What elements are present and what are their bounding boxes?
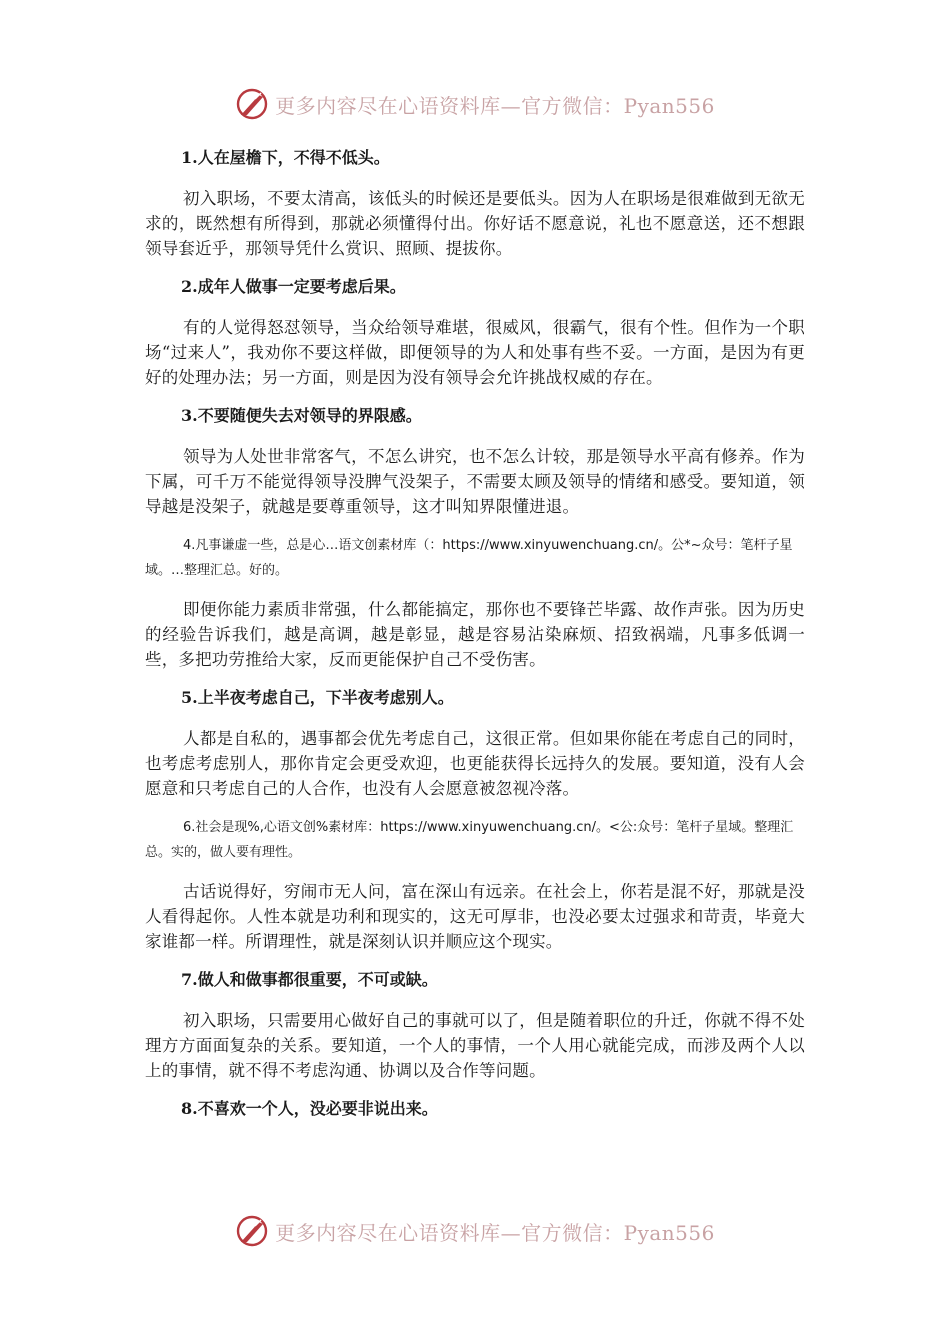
banner-text: 更多内容尽在心语资料库—官方微信：Pyan556 — [275, 93, 715, 118]
section-heading-5: 5.上半夜考虑自己，下半夜考虑别人。 — [181, 688, 454, 707]
paragraph-7: 初入职场，只需要用心做好自己的事就可以了，但是随着职位的升迁，你就不得不处理方方面面复杂的关系。要知道，一个人的事情，一个人用心就能完成，而涉及两个人以上的事情，就不得不考虑沟通、协调以及合作等问题。 — [145, 1011, 805, 1080]
header-banner — [0, 84, 950, 124]
paragraph-3: 领导为人处世非常客气，不怎么讲究，也不怎么计较，那是领导水平高有修养。作为下属，可千万不能觉得领导没脾气没架子，不需要太顾及领导的情绪和感受。要知道，领导越是没架子，就越是要尊重领导，这才叫知界限懂进退。 — [145, 447, 805, 516]
paragraph-5: 人都是自私的，遇事都会优先考虑自己，这很正常。但如果你能在考虑自己的同时，也考虑考虑别人，那你肯定会更受欢迎，也更能获得长远持久的发展。要知道，没有人会愿意和只考虑自己的人合作，也没有人会愿意被忽视冷落。 — [145, 729, 805, 798]
footer-banner — [0, 1211, 950, 1251]
quill-logo-icon — [235, 1214, 269, 1248]
section-heading-2: 2.成年人做事一定要考虑后果。 — [181, 277, 406, 296]
section-heading-7: 7.做人和做事都很重要，不可或缺。 — [181, 970, 438, 989]
section-heading-4-watermarked: 4.凡事谦虚一些，总是心…语文创素材库（：https://www.xinyuwenchuang.cn/。公*~众号：笔杆子星域。…整理汇总。好的。 — [145, 538, 793, 578]
quill-logo-icon — [235, 87, 269, 121]
section-heading-1: 1.人在屋檐下，不得不低头。 — [181, 148, 390, 167]
paragraph-1: 初入职场，不要太清高，该低头的时候还是要低头。因为人在职场是很难做到无欲无求的，既然想有所得到，那就必须懂得付出。你好话不愿意说，礼也不愿意送，还不想跟领导套近乎，那领导凭什么赏识、照顾、提拔你。 — [145, 189, 805, 258]
paragraph-2: 有的人觉得怒怼领导，当众给领导难堪，很威风，很霸气，很有个性。但作为一个职场“过来人”，我劝你不要这样做，即便领导的为人和处事有些不妥。一方面，是因为有更好的处理办法；另一方面，则是因为没有领导会允许挑战权威的存在。 — [145, 318, 805, 387]
paragraph-4: 即便你能力素质非常强，什么都能搞定，那你也不要锋芒毕露、故作声张。因为历史的经验告诉我们，越是高调，越是彰显，越是容易沾染麻烦、招致祸端，凡事多低调一些，多把功劳推给大家，反而更能保护自己不受伤害。 — [145, 600, 805, 669]
paragraph-6: 古话说得好，穷闹市无人问，富在深山有远亲。在社会上，你若是混不好，那就是没人看得起你。人性本就是功利和现实的，这无可厚非，也没必要太过强求和苛责，毕竟大家谁都一样。所谓理性，就是深刻认识并顺应这个现实。 — [145, 882, 805, 951]
banner-text: 更多内容尽在心语资料库—官方微信：Pyan556 — [275, 1220, 715, 1245]
section-heading-6-watermarked: 6.社会是现%,心语文创%素材库：https://www.xinyuwenchuang.cn/。<公:众号：笔杆子星域。整理汇总。实的，做人要有理性。 — [145, 820, 794, 860]
document-body — [145, 146, 805, 1137]
section-heading-8: 8.不喜欢一个人，没必要非说出来。 — [181, 1099, 438, 1118]
section-heading-3: 3.不要随便失去对领导的界限感。 — [181, 406, 422, 425]
